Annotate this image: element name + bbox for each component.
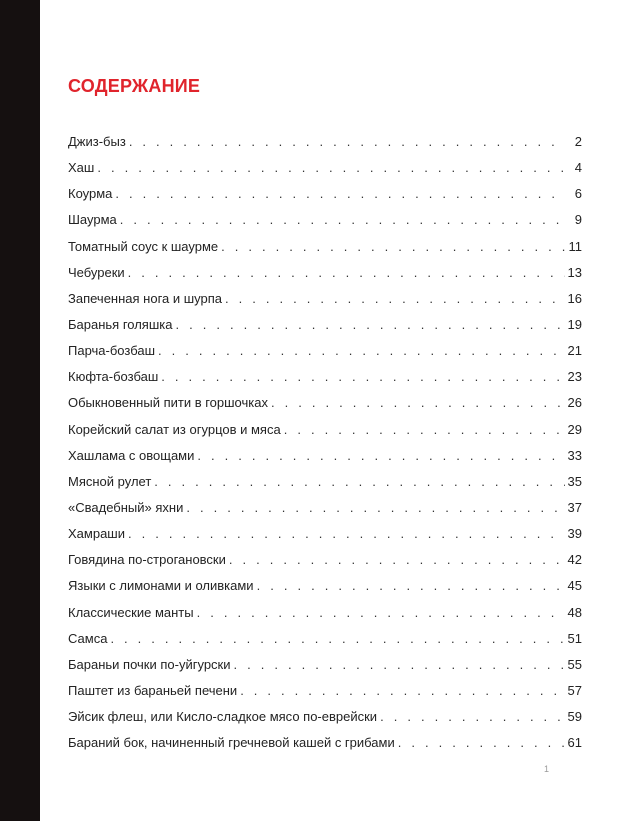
toc-title: СОДЕРЖАНИЕ [68,76,201,96]
toc-dot-leader [97,158,565,178]
toc-entry-title: Хамраши [68,526,125,542]
toc-entry[interactable] [68,289,582,315]
toc-dot-leader [197,603,565,623]
toc-dot-leader [225,289,565,309]
toc-entry[interactable] [68,446,582,472]
toc-entry-page: 61 [567,735,582,751]
toc-entry-page: 51 [567,630,582,646]
toc-dot-leader [128,263,565,283]
toc-entry[interactable] [68,707,582,733]
toc-entry[interactable] [68,681,582,707]
toc-entry-page: 11 [568,238,582,254]
toc-entry[interactable] [68,263,582,289]
toc-entry[interactable] [68,629,582,655]
toc-entry-title: Запеченная нога и шурпа [68,290,223,306]
toc-dot-leader [229,550,565,570]
toc-dot-leader [271,393,565,413]
toc-entry[interactable] [68,550,582,576]
toc-entry[interactable] [68,158,582,184]
toc-entry-title: Бараньи почки по-уйгурски [68,656,231,672]
toc-entry-page: 42 [567,552,582,568]
toc-entry-title: Паштет из бараньей печени [68,682,238,698]
toc-dot-leader [240,681,564,701]
toc-entry[interactable] [68,237,582,263]
toc-entry-page: 26 [567,395,582,411]
toc-entry-title: Классические манты [68,604,194,620]
toc-entry[interactable] [68,524,582,550]
toc-dot-leader [158,341,565,361]
toc-entry-page: 57 [567,682,582,698]
toc-entry-title: Самса [68,630,108,646]
toc-entry-page: 6 [574,186,582,202]
toc-dot-leader [398,733,565,753]
toc-entry[interactable] [68,367,582,393]
toc-entry-title: Мясной рулет [68,473,152,489]
toc-entry[interactable] [68,341,582,367]
toc-entry-page: 35 [567,473,582,489]
toc-entry-page: 37 [567,499,582,515]
toc-entry-title: Кюфта-бозбаш [68,369,159,385]
toc-entry[interactable] [68,603,582,629]
toc-entry[interactable] [68,472,582,498]
toc-dot-leader [221,237,565,257]
toc-entry-title: Хашлама с овощами [68,447,195,463]
toc-dot-leader [380,707,564,727]
document-page [40,0,617,821]
toc-entry[interactable] [68,393,582,419]
toc-entry-title: «Свадебный» яхни [68,499,184,515]
toc-entry-title: Парча-бозбаш [68,343,156,359]
toc-entry-page: 9 [574,212,582,228]
toc-entry-page: 33 [567,447,582,463]
toc-entry[interactable] [68,210,582,236]
toc-entry-page: 55 [567,656,582,672]
toc-entry-title: Эйсик флеш, или Кисло-сладкое мясо по-еврейски [68,709,378,725]
toc-dot-leader [197,446,564,466]
toc-dot-leader [161,367,564,387]
toc-entry-title: Баранья голяшка [68,316,173,332]
toc-entry-page: 2 [574,134,582,149]
toc-entry-title: Коурма [68,186,113,202]
toc-entry-page: 21 [567,343,582,359]
toc-dot-leader [154,472,564,492]
toc-entry-page: 13 [567,264,582,280]
toc-entry-page: 45 [567,578,582,594]
toc-entry[interactable] [68,420,582,446]
toc-dot-leader [128,524,565,544]
toc-entry-title: Бараний бок, начиненный гречневой кашей с грибами [68,735,395,751]
toc-entry[interactable] [68,576,582,602]
toc-entry-title: Джиз-быз [68,134,126,149]
toc-entry-title: Корейский салат из огурцов и мяса [68,421,281,437]
toc-dot-leader [284,420,565,440]
toc-entry-title: Хаш [68,160,95,176]
toc-dot-leader [120,210,565,230]
toc-dot-leader [115,184,565,204]
toc-entry-page: 16 [567,290,582,306]
toc-entry-page: 4 [574,160,582,176]
toc-entry[interactable] [68,498,582,524]
toc-entry-title: Языки с лимонами и оливками [68,578,254,594]
toc-entry-page: 39 [567,526,582,542]
toc-entry-page: 19 [567,316,582,332]
toc-entry-page: 48 [567,604,582,620]
toc-entry-page: 23 [567,369,582,385]
toc-dot-leader [186,498,564,518]
toc-entry[interactable] [68,655,582,681]
toc-entry-page: 59 [567,709,582,725]
toc-dot-leader [234,655,565,675]
toc-entry-title: Говядина по-строгановски [68,552,226,568]
toc-entry[interactable] [68,733,582,759]
toc-entry[interactable] [68,184,582,210]
toc-dot-leader [129,132,565,152]
toc-entry-title: Чебуреки [68,264,125,280]
toc-entry-page: 29 [567,421,582,437]
toc-dot-leader [175,315,564,335]
toc-entry[interactable] [68,315,582,341]
toc-dot-leader [110,629,564,649]
toc-entry[interactable] [68,132,582,158]
toc-entry-title: Томатный соус к шаурме [68,238,219,254]
toc-entry-title: Шаурма [68,212,117,228]
toc-entry-title: Обыкновенный пити в горшочках [68,395,268,411]
toc-list [68,132,582,759]
page-number: 1 [543,764,549,774]
toc-dot-leader [257,576,565,596]
page-edge-bar [0,0,40,821]
